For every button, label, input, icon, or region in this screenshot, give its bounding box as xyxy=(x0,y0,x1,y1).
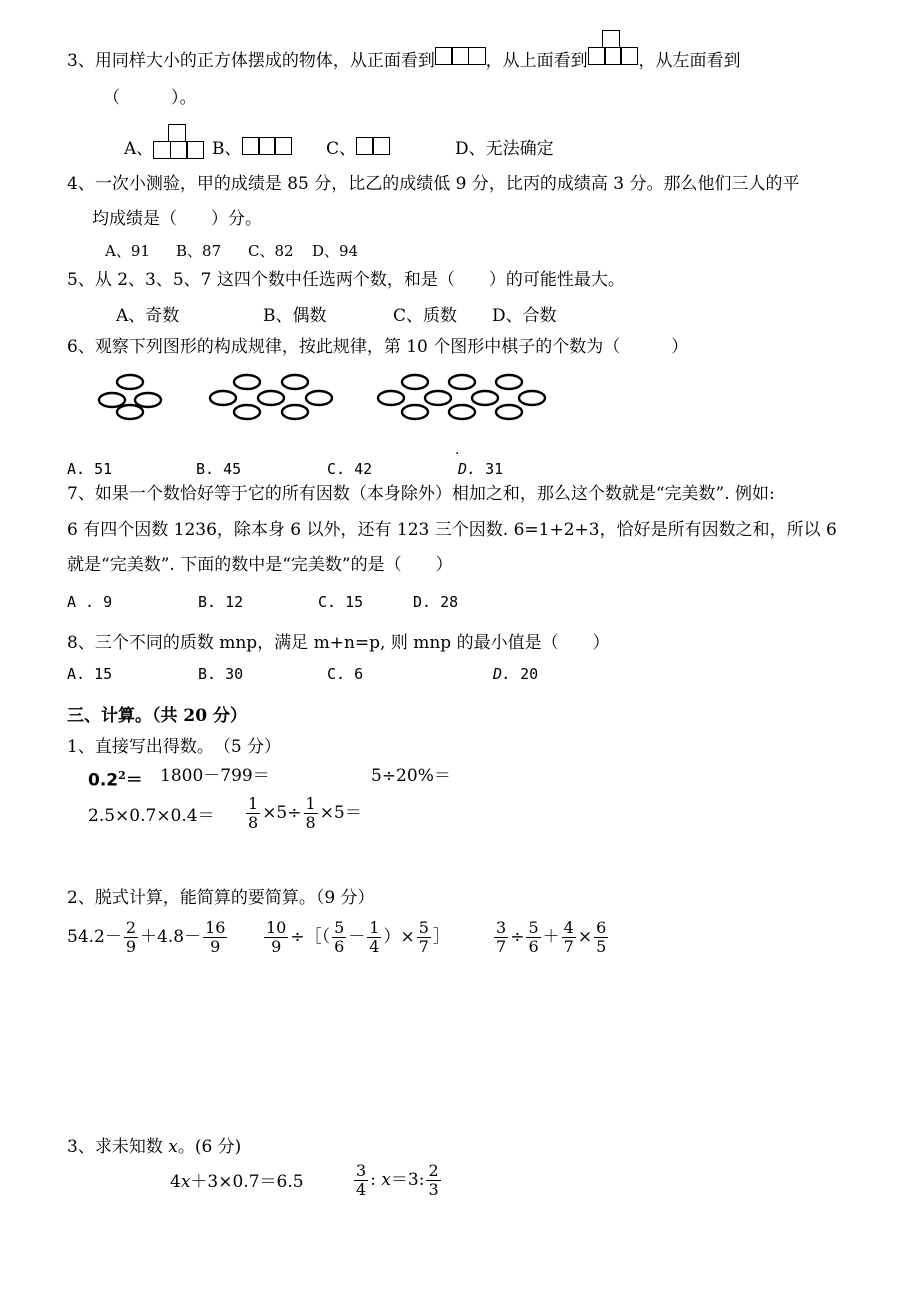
option-b-figure xyxy=(242,137,293,155)
pattern-figure-3 xyxy=(378,375,545,419)
q4-option-d[interactable]: D、94 xyxy=(312,242,359,260)
pattern-figure-1 xyxy=(99,375,161,419)
front-view-figure xyxy=(435,47,486,65)
part2-title: 2、脱式计算，能简算的要简算。（9 分） xyxy=(67,888,375,908)
q4-option-c[interactable]: C、82 xyxy=(248,242,294,260)
fraction-5-6: $\frac{5}{6}$ xyxy=(334,918,345,956)
top-view-figure xyxy=(588,47,639,65)
q5-option-a[interactable]: A、奇数 xyxy=(116,306,180,326)
stray-dot: . xyxy=(455,442,460,458)
q6-option-b[interactable]: B. 45 xyxy=(196,460,242,478)
p1-expr-a: $0.2^2=$ xyxy=(88,769,143,791)
fraction-2-3: $\frac{2}{3}$ xyxy=(428,1161,439,1199)
p2-expr-b: $\frac{10}{9}$ ÷［（ $\frac{5}{6}$ － $\frac{1}{4}$ ）× $\frac{5}{7}$ ］ xyxy=(266,918,450,956)
q8-option-c[interactable]: C. 6 xyxy=(327,665,364,683)
chess-pattern-figures xyxy=(90,370,560,422)
fraction-1-8: $\frac{1}{8}$ xyxy=(248,794,259,832)
q6-option-a[interactable]: A. 51 xyxy=(67,460,113,478)
fraction-10-9: $\frac{10}{9}$ xyxy=(266,918,287,956)
q5-option-c[interactable]: C、质数 xyxy=(393,306,458,326)
q5-option-b[interactable]: B、偶数 xyxy=(263,306,327,326)
q3-option-b[interactable]: B、 xyxy=(212,139,292,159)
p1-expr-b: 1800－799＝ xyxy=(160,766,270,786)
q8-option-d[interactable]: D. 20 xyxy=(493,665,539,683)
q7-option-a[interactable]: A . 9 xyxy=(67,593,113,611)
part1-title: 1、直接写出得数。 （5 分） xyxy=(67,737,282,757)
q3-option-d[interactable]: D、无法确定 xyxy=(455,139,554,159)
fraction-1-4: $\frac{1}{4}$ xyxy=(369,918,380,956)
p3-equation-a: 4x＋3×0.7＝6.5 xyxy=(170,1172,304,1192)
fraction-5-7: $\frac{5}{7}$ xyxy=(418,918,429,956)
fraction-1-8: $\frac{1}{8}$ xyxy=(305,794,316,832)
q6-line: 6、观察下列图形的构成规律，按此规律，第 10 个图形中棋子的个数为（ ） xyxy=(67,337,689,357)
p1-expr-e: $\frac{1}{8}$ ×5÷ $\frac{1}{8}$ ×5＝ xyxy=(248,794,362,832)
fraction-6-5: $\frac{6}{5}$ xyxy=(596,918,607,956)
q3-option-a[interactable]: A、 xyxy=(124,139,204,159)
fraction-2-9: $\frac{2}{9}$ xyxy=(125,918,137,956)
q7-option-c[interactable]: C. 15 xyxy=(318,593,364,611)
fraction-4-7: $\frac{4}{7}$ xyxy=(563,918,574,956)
q3-blank: （ ）。 xyxy=(103,88,197,108)
p2-expr-a: 54.2－ $\frac{2}{9}$ ＋4.8－ $\frac{16}{9}$ xyxy=(67,918,226,956)
q5-line: 5、从 2、3、5、7 这四个数中任选两个数，和是（ ）的可能性最大。 xyxy=(67,270,625,290)
q7-line2: 6 有四个因数 1236，除本身 6 以外，还有 123 三个因数. 6=1+2+3，恰好是所有因数之和，所以 6 xyxy=(67,520,837,540)
fraction-3-4: $\frac{3}{4}$ xyxy=(356,1161,367,1199)
p3-equation-b: $\frac{3}{4}$ : x＝3: $\frac{2}{3}$ xyxy=(356,1161,439,1199)
pattern-figure-2 xyxy=(210,375,332,419)
q6-option-c[interactable]: C. 42 xyxy=(327,460,373,478)
q4-line1: 4、一次小测验，甲的成绩是 85 分，比乙的成绩低 9 分，比丙的成绩高 3 分。那么他们三人的平 xyxy=(67,174,800,194)
q8-line: 8、三个不同的质数 mnp，满足 m+n=p, 则 mnp 的最小值是（ ） xyxy=(67,633,610,653)
option-c-figure xyxy=(356,137,390,155)
q7-line3: 就是“完美数”. 下面的数中是“完美数”的是（ ） xyxy=(67,555,453,575)
q7-line1: 7、如果一个数恰好等于它的所有因数（本身除外）相加之和，那么这个数就是“完美数”. 例如: xyxy=(67,484,775,504)
fraction-3-7: $\frac{3}{7}$ xyxy=(496,918,507,956)
q5-option-d[interactable]: D、合数 xyxy=(492,306,557,326)
q4-line2: 均成绩是（ ）分。 xyxy=(92,209,262,229)
q6-option-d[interactable]: D. 31 xyxy=(458,460,504,478)
q3-option-c[interactable]: C、 xyxy=(326,139,390,159)
p1-expr-d: 2.5×0.7×0.4＝ xyxy=(88,806,215,826)
q8-option-a[interactable]: A. 15 xyxy=(67,665,113,683)
q4-option-b[interactable]: B、87 xyxy=(176,242,222,260)
section3-title: 三、计算。（共 20 分） xyxy=(67,706,247,726)
q8-option-b[interactable]: B. 30 xyxy=(198,665,244,683)
part3-title: 3、求未知数 x。(6 分) xyxy=(67,1137,242,1157)
q7-option-b[interactable]: B. 12 xyxy=(198,593,244,611)
p2-expr-c: $\frac{3}{7}$ ÷ $\frac{5}{6}$ ＋ $\frac{4}{7}$ × $\frac{6}{5}$ xyxy=(496,918,607,956)
q4-option-a[interactable]: A、91 xyxy=(105,242,150,260)
q7-option-d[interactable]: D. 28 xyxy=(413,593,459,611)
q3-line1: 3、用同样大小的正方体摆成的物体，从正面看到 ，从上面看到 ，从左面看到 xyxy=(67,51,740,71)
fraction-16-9: $\frac{16}{9}$ xyxy=(205,918,226,956)
fraction-5-6: $\frac{5}{6}$ xyxy=(528,918,539,956)
option-a-figure xyxy=(153,141,204,159)
p1-expr-c: 5÷20%＝ xyxy=(371,766,451,786)
